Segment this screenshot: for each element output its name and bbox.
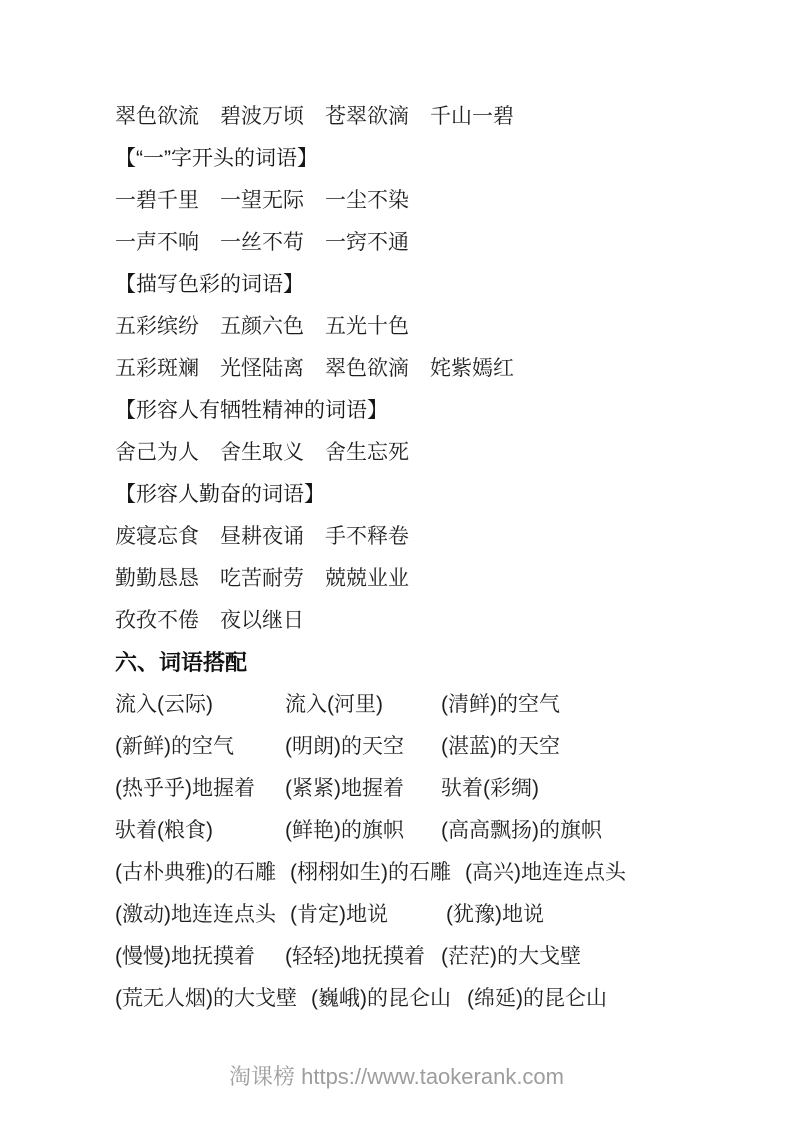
document-content [115, 96, 755, 1020]
collocation-item: (犹豫)地说 [446, 903, 544, 926]
collocation-item: (古朴典雅)的石雕 [115, 861, 276, 884]
collocation-item: (荒无人烟)的大戈壁 [115, 987, 297, 1010]
collocation-item: (轻轻)地抚摸着 [285, 945, 425, 968]
watermark-footer: 淘课榜 https://www.taokerank.com [229, 1064, 564, 1089]
collocation-item: 流入(云际) [115, 693, 213, 716]
idiom-line: 五彩缤纷 五颜六色 五光十色 [115, 315, 409, 338]
collocation-item: (巍峨)的昆仑山 [311, 987, 451, 1010]
collocation-item: (高兴)地连连点头 [465, 861, 626, 884]
collocation-item: (明朗)的天空 [285, 735, 404, 758]
collocation-row [115, 810, 755, 852]
collocation-row [115, 726, 755, 768]
collocation-item: (激动)地连连点头 [115, 903, 276, 926]
collocation-item: (湛蓝)的天空 [441, 735, 560, 758]
collocation-item: (清鲜)的空气 [441, 693, 560, 716]
collocation-row [115, 894, 755, 936]
idiom-line: 翠色欲流 碧波万顷 苍翠欲滴 千山一碧 [115, 105, 514, 128]
idiom-line: 舍己为人 舍生取义 舍生忘死 [115, 441, 409, 464]
category-header: 【“一”字开头的词语】 [115, 147, 318, 170]
collocation-item: (栩栩如生)的石雕 [290, 861, 451, 884]
collocation-row [115, 684, 755, 726]
collocation-item: 流入(河里) [285, 693, 383, 716]
collocation-item: 驮着(粮食) [115, 819, 213, 842]
collocation-row [115, 978, 755, 1020]
collocation-row [115, 768, 755, 810]
collocation-item: (绵延)的昆仑山 [467, 987, 607, 1010]
collocation-row [115, 852, 755, 894]
category-header: 【形容人有牺牲精神的词语】 [115, 399, 388, 422]
collocation-item: (新鲜)的空气 [115, 735, 234, 758]
collocation-item: 驮着(彩绸) [441, 777, 539, 800]
section-six-heading: 六、词语搭配 [115, 650, 248, 675]
collocation-item: (紧紧)地握着 [285, 777, 404, 800]
idiom-line: 一声不响 一丝不苟 一窍不通 [115, 231, 409, 254]
collocation-item: (高高飘扬)的旗帜 [441, 819, 602, 842]
collocation-item: (肯定)地说 [290, 903, 388, 926]
idiom-line: 孜孜不倦 夜以继日 [115, 609, 304, 632]
collocation-item: (慢慢)地抚摸着 [115, 945, 255, 968]
category-header: 【形容人勤奋的词语】 [115, 483, 325, 506]
idiom-line: 五彩斑斓 光怪陆离 翠色欲滴 姹紫嫣红 [115, 357, 514, 380]
idiom-line: 一碧千里 一望无际 一尘不染 [115, 189, 409, 212]
collocation-item: (茫茫)的大戈壁 [441, 945, 581, 968]
collocation-row [115, 936, 755, 978]
idiom-line: 勤勤恳恳 吃苦耐劳 兢兢业业 [115, 567, 409, 590]
collocation-item: (鲜艳)的旗帜 [285, 819, 404, 842]
category-header: 【描写色彩的词语】 [115, 273, 304, 296]
collocation-item: (热乎乎)地握着 [115, 777, 255, 800]
idiom-line: 废寝忘食 昼耕夜诵 手不释卷 [115, 525, 409, 548]
